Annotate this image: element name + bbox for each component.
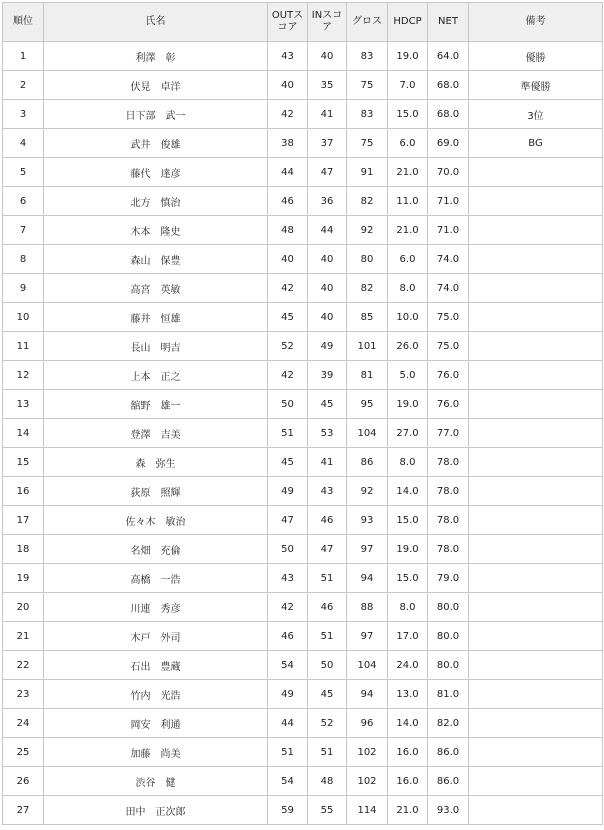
cell-out-score: 44 (268, 158, 308, 187)
cell-in-score: 47 (308, 158, 347, 187)
cell-gross: 82 (347, 274, 388, 303)
cell-out-score: 42 (268, 593, 308, 622)
table-row (3, 158, 603, 187)
table-row (3, 506, 603, 535)
cell-gross: 114 (347, 796, 388, 825)
cell-hdcp: 15.0 (388, 100, 428, 129)
cell-name: 藤井 恒雄 (44, 303, 268, 332)
cell-name: 森 弥生 (44, 448, 268, 477)
cell-hdcp: 27.0 (388, 419, 428, 448)
cell-gross: 80 (347, 245, 388, 274)
cell-gross: 94 (347, 564, 388, 593)
cell-name: 伏見 卓洋 (44, 71, 268, 100)
table-header (3, 3, 603, 42)
cell-name: 日下部 武一 (44, 100, 268, 129)
cell-out-score: 46 (268, 622, 308, 651)
cell-in-score: 48 (308, 767, 347, 796)
table-row (3, 564, 603, 593)
cell-note (469, 738, 603, 767)
cell-net: 80.0 (428, 651, 469, 680)
cell-rank: 15 (3, 448, 44, 477)
cell-hdcp: 8.0 (388, 593, 428, 622)
cell-in-score: 37 (308, 129, 347, 158)
cell-note (469, 535, 603, 564)
cell-out-score: 40 (268, 71, 308, 100)
table-row (3, 419, 603, 448)
cell-net: 81.0 (428, 680, 469, 709)
cell-rank: 27 (3, 796, 44, 825)
cell-gross: 81 (347, 361, 388, 390)
cell-hdcp: 13.0 (388, 680, 428, 709)
cell-name: 登澤 吉美 (44, 419, 268, 448)
cell-out-score: 51 (268, 738, 308, 767)
cell-net: 71.0 (428, 187, 469, 216)
cell-note (469, 506, 603, 535)
cell-out-score: 40 (268, 245, 308, 274)
cell-net: 79.0 (428, 564, 469, 593)
cell-name: 上本 正之 (44, 361, 268, 390)
cell-in-score: 45 (308, 680, 347, 709)
cell-name: 長山 明吉 (44, 332, 268, 361)
cell-gross: 91 (347, 158, 388, 187)
cell-note (469, 709, 603, 738)
table-row (3, 593, 603, 622)
cell-gross: 97 (347, 535, 388, 564)
cell-note (469, 158, 603, 187)
results-table (2, 2, 603, 825)
cell-hdcp: 16.0 (388, 767, 428, 796)
table-row (3, 332, 603, 361)
cell-in-score: 39 (308, 361, 347, 390)
cell-rank: 25 (3, 738, 44, 767)
table-row (3, 796, 603, 825)
cell-name: 佐々木 敏治 (44, 506, 268, 535)
cell-name: 高橋 一浩 (44, 564, 268, 593)
table-row (3, 767, 603, 796)
header-name: 氏名 (44, 3, 268, 42)
cell-out-score: 49 (268, 477, 308, 506)
cell-gross: 83 (347, 42, 388, 71)
cell-gross: 75 (347, 71, 388, 100)
cell-name: 武井 俊雄 (44, 129, 268, 158)
cell-hdcp: 14.0 (388, 709, 428, 738)
cell-note (469, 477, 603, 506)
header-note: 備考 (469, 3, 603, 42)
table-row (3, 390, 603, 419)
cell-net: 75.0 (428, 332, 469, 361)
cell-net: 74.0 (428, 245, 469, 274)
cell-net: 77.0 (428, 419, 469, 448)
cell-note (469, 680, 603, 709)
cell-name: 森山 保豊 (44, 245, 268, 274)
cell-gross: 93 (347, 506, 388, 535)
cell-hdcp: 6.0 (388, 129, 428, 158)
header-row (3, 3, 603, 42)
cell-in-score: 44 (308, 216, 347, 245)
cell-out-score: 42 (268, 361, 308, 390)
cell-net: 74.0 (428, 274, 469, 303)
cell-rank: 18 (3, 535, 44, 564)
cell-in-score: 47 (308, 535, 347, 564)
table-row (3, 129, 603, 158)
cell-hdcp: 11.0 (388, 187, 428, 216)
cell-hdcp: 19.0 (388, 535, 428, 564)
cell-in-score: 40 (308, 303, 347, 332)
cell-note (469, 419, 603, 448)
cell-rank: 22 (3, 651, 44, 680)
table-row (3, 303, 603, 332)
cell-hdcp: 6.0 (388, 245, 428, 274)
cell-in-score: 41 (308, 448, 347, 477)
cell-note: 優勝 (469, 42, 603, 71)
cell-hdcp: 14.0 (388, 477, 428, 506)
cell-rank: 4 (3, 129, 44, 158)
cell-gross: 97 (347, 622, 388, 651)
cell-net: 78.0 (428, 535, 469, 564)
cell-name: 高宮 英敏 (44, 274, 268, 303)
cell-in-score: 36 (308, 187, 347, 216)
cell-out-score: 47 (268, 506, 308, 535)
cell-in-score: 51 (308, 622, 347, 651)
cell-hdcp: 15.0 (388, 564, 428, 593)
cell-in-score: 46 (308, 506, 347, 535)
cell-rank: 17 (3, 506, 44, 535)
cell-hdcp: 21.0 (388, 216, 428, 245)
cell-name: 石出 豊蔵 (44, 651, 268, 680)
cell-in-score: 43 (308, 477, 347, 506)
cell-note: BG (469, 129, 603, 158)
table-row (3, 651, 603, 680)
cell-in-score: 35 (308, 71, 347, 100)
cell-rank: 20 (3, 593, 44, 622)
cell-rank: 14 (3, 419, 44, 448)
cell-name: 竹内 光浩 (44, 680, 268, 709)
cell-note: 準優勝 (469, 71, 603, 100)
cell-in-score: 40 (308, 274, 347, 303)
cell-net: 93.0 (428, 796, 469, 825)
cell-rank: 9 (3, 274, 44, 303)
cell-rank: 12 (3, 361, 44, 390)
cell-note (469, 216, 603, 245)
cell-gross: 86 (347, 448, 388, 477)
cell-hdcp: 16.0 (388, 738, 428, 767)
cell-note (469, 187, 603, 216)
table-row (3, 709, 603, 738)
cell-rank: 7 (3, 216, 44, 245)
table-row (3, 622, 603, 651)
cell-out-score: 42 (268, 274, 308, 303)
cell-in-score: 41 (308, 100, 347, 129)
cell-hdcp: 19.0 (388, 390, 428, 419)
cell-net: 80.0 (428, 622, 469, 651)
header-in-score: INスコア (308, 3, 347, 42)
cell-note: 3位 (469, 100, 603, 129)
cell-hdcp: 8.0 (388, 274, 428, 303)
cell-out-score: 45 (268, 448, 308, 477)
cell-out-score: 54 (268, 767, 308, 796)
cell-out-score: 43 (268, 42, 308, 71)
table-row (3, 477, 603, 506)
cell-note (469, 767, 603, 796)
cell-net: 82.0 (428, 709, 469, 738)
cell-net: 68.0 (428, 71, 469, 100)
cell-hdcp: 19.0 (388, 42, 428, 71)
cell-gross: 82 (347, 187, 388, 216)
header-out-score: OUTスコア (268, 3, 308, 42)
cell-name: 藤代 達彦 (44, 158, 268, 187)
cell-out-score: 52 (268, 332, 308, 361)
cell-rank: 11 (3, 332, 44, 361)
cell-out-score: 48 (268, 216, 308, 245)
cell-out-score: 51 (268, 419, 308, 448)
cell-rank: 26 (3, 767, 44, 796)
cell-in-score: 52 (308, 709, 347, 738)
cell-note (469, 245, 603, 274)
table-row (3, 187, 603, 216)
cell-net: 86.0 (428, 738, 469, 767)
cell-note (469, 564, 603, 593)
cell-hdcp: 15.0 (388, 506, 428, 535)
table-row (3, 245, 603, 274)
cell-gross: 102 (347, 738, 388, 767)
cell-net: 76.0 (428, 390, 469, 419)
table-row (3, 680, 603, 709)
cell-rank: 21 (3, 622, 44, 651)
table-row (3, 274, 603, 303)
cell-net: 86.0 (428, 767, 469, 796)
table-row (3, 738, 603, 767)
table-row (3, 448, 603, 477)
cell-out-score: 50 (268, 535, 308, 564)
cell-rank: 5 (3, 158, 44, 187)
cell-gross: 101 (347, 332, 388, 361)
cell-in-score: 45 (308, 390, 347, 419)
cell-gross: 104 (347, 419, 388, 448)
cell-rank: 13 (3, 390, 44, 419)
cell-note (469, 303, 603, 332)
cell-hdcp: 7.0 (388, 71, 428, 100)
table-row (3, 100, 603, 129)
cell-gross: 95 (347, 390, 388, 419)
cell-in-score: 50 (308, 651, 347, 680)
table-body (3, 42, 603, 825)
cell-in-score: 55 (308, 796, 347, 825)
cell-note (469, 651, 603, 680)
cell-gross: 85 (347, 303, 388, 332)
cell-net: 75.0 (428, 303, 469, 332)
cell-in-score: 51 (308, 738, 347, 767)
cell-rank: 23 (3, 680, 44, 709)
cell-gross: 96 (347, 709, 388, 738)
cell-name: 利澤 彰 (44, 42, 268, 71)
cell-note (469, 622, 603, 651)
cell-name: 名畑 充倫 (44, 535, 268, 564)
cell-gross: 94 (347, 680, 388, 709)
cell-rank: 19 (3, 564, 44, 593)
cell-rank: 2 (3, 71, 44, 100)
cell-hdcp: 21.0 (388, 158, 428, 187)
table-row (3, 216, 603, 245)
table-row (3, 71, 603, 100)
cell-note (469, 593, 603, 622)
cell-in-score: 49 (308, 332, 347, 361)
cell-note (469, 332, 603, 361)
header-rank: 順位 (3, 3, 44, 42)
cell-hdcp: 17.0 (388, 622, 428, 651)
cell-gross: 88 (347, 593, 388, 622)
cell-net: 78.0 (428, 506, 469, 535)
cell-name: 川連 秀彦 (44, 593, 268, 622)
cell-net: 68.0 (428, 100, 469, 129)
cell-out-score: 42 (268, 100, 308, 129)
cell-rank: 10 (3, 303, 44, 332)
cell-name: 舘野 雄一 (44, 390, 268, 419)
cell-out-score: 45 (268, 303, 308, 332)
cell-net: 71.0 (428, 216, 469, 245)
cell-hdcp: 26.0 (388, 332, 428, 361)
cell-note (469, 361, 603, 390)
cell-name: 木戸 外司 (44, 622, 268, 651)
cell-out-score: 50 (268, 390, 308, 419)
cell-out-score: 59 (268, 796, 308, 825)
cell-rank: 3 (3, 100, 44, 129)
cell-net: 64.0 (428, 42, 469, 71)
cell-net: 80.0 (428, 593, 469, 622)
cell-in-score: 40 (308, 245, 347, 274)
cell-name: 岡安 利通 (44, 709, 268, 738)
cell-rank: 8 (3, 245, 44, 274)
cell-out-score: 38 (268, 129, 308, 158)
table-row (3, 42, 603, 71)
cell-gross: 75 (347, 129, 388, 158)
cell-gross: 92 (347, 216, 388, 245)
cell-hdcp: 24.0 (388, 651, 428, 680)
cell-in-score: 51 (308, 564, 347, 593)
table-row (3, 535, 603, 564)
cell-hdcp: 21.0 (388, 796, 428, 825)
cell-net: 69.0 (428, 129, 469, 158)
cell-rank: 6 (3, 187, 44, 216)
cell-in-score: 46 (308, 593, 347, 622)
cell-name: 北方 慎治 (44, 187, 268, 216)
cell-name: 田中 正次郎 (44, 796, 268, 825)
cell-gross: 92 (347, 477, 388, 506)
cell-net: 70.0 (428, 158, 469, 187)
cell-hdcp: 10.0 (388, 303, 428, 332)
cell-note (469, 390, 603, 419)
cell-name: 加藤 尚美 (44, 738, 268, 767)
cell-note (469, 448, 603, 477)
cell-out-score: 49 (268, 680, 308, 709)
header-net: NET (428, 3, 469, 42)
cell-name: 木本 隆史 (44, 216, 268, 245)
cell-out-score: 46 (268, 187, 308, 216)
cell-net: 78.0 (428, 477, 469, 506)
cell-net: 76.0 (428, 361, 469, 390)
cell-note (469, 274, 603, 303)
cell-rank: 1 (3, 42, 44, 71)
cell-name: 渋谷 健 (44, 767, 268, 796)
header-gross: グロス (347, 3, 388, 42)
cell-in-score: 40 (308, 42, 347, 71)
cell-gross: 83 (347, 100, 388, 129)
cell-out-score: 54 (268, 651, 308, 680)
cell-hdcp: 5.0 (388, 361, 428, 390)
cell-note (469, 796, 603, 825)
header-hdcp: HDCP (388, 3, 428, 42)
cell-gross: 102 (347, 767, 388, 796)
cell-gross: 104 (347, 651, 388, 680)
cell-out-score: 44 (268, 709, 308, 738)
cell-in-score: 53 (308, 419, 347, 448)
cell-rank: 16 (3, 477, 44, 506)
cell-rank: 24 (3, 709, 44, 738)
cell-out-score: 43 (268, 564, 308, 593)
cell-name: 荻原 照輝 (44, 477, 268, 506)
cell-net: 78.0 (428, 448, 469, 477)
table-row (3, 361, 603, 390)
cell-hdcp: 8.0 (388, 448, 428, 477)
